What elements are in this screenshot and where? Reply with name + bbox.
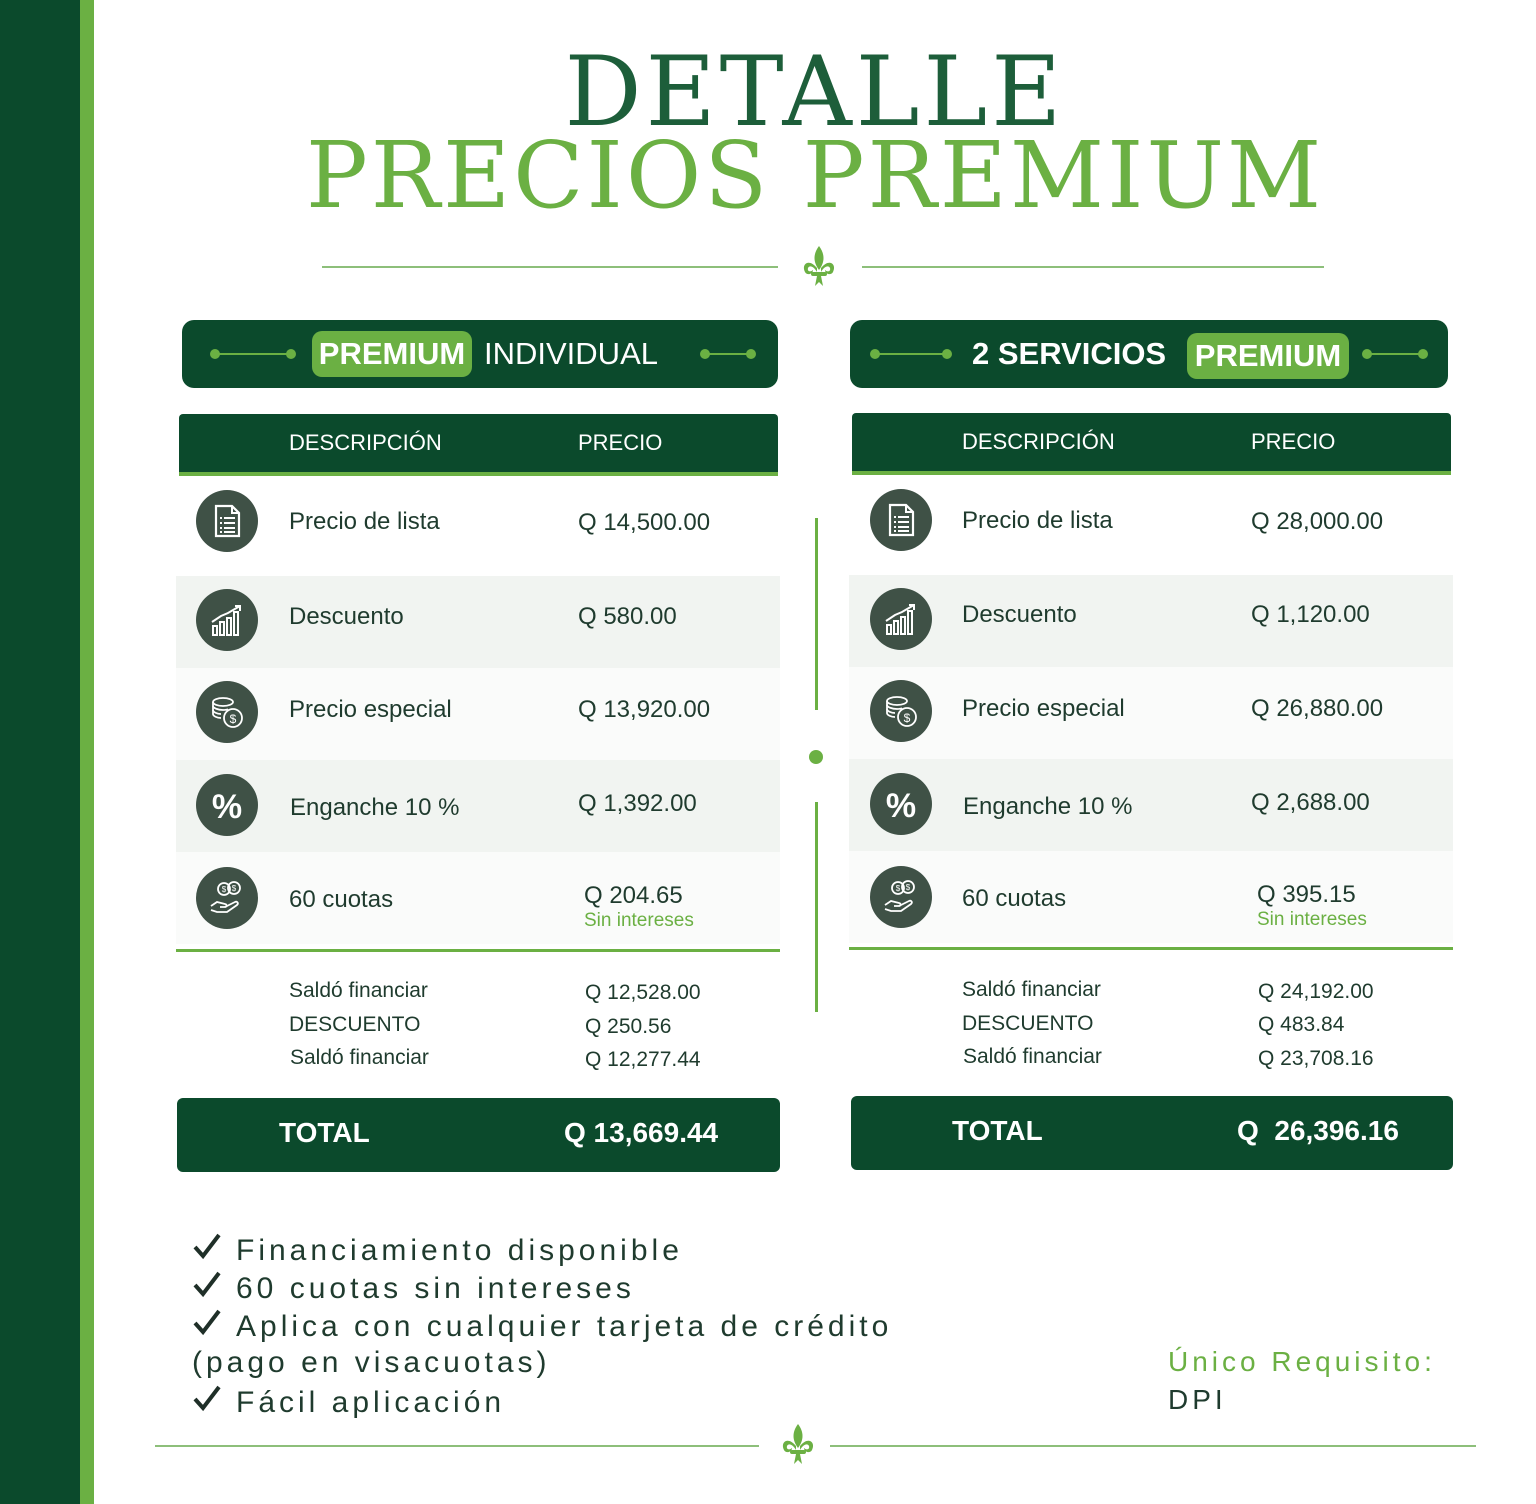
summary-value: Q 12,277.44 — [585, 1048, 701, 1071]
summary-divider — [176, 949, 780, 952]
fleur-de-lis-icon — [797, 244, 841, 288]
row-description: Enganche 10 % — [290, 794, 460, 821]
row-price: Q 395.15 — [1257, 881, 1356, 908]
document-list-icon — [870, 489, 932, 551]
feature-item — [192, 1232, 683, 1268]
row-price: Q 1,120.00 — [1251, 601, 1370, 628]
center-divider-top — [815, 518, 818, 710]
header-connector-dot — [1418, 349, 1428, 359]
header-connector-dot — [286, 349, 296, 359]
svg-text:$: $ — [231, 884, 237, 893]
row-description: Precio especial — [962, 695, 1125, 722]
premium-pill: PREMIUM — [312, 331, 472, 377]
side-bar-light — [80, 0, 94, 1504]
interest-note: Sin intereses — [584, 910, 694, 931]
table-row — [176, 852, 780, 944]
header-connector — [215, 353, 291, 355]
feature-text: Aplica con cualquier tarjeta de crédito — [236, 1310, 893, 1343]
feature-text: (pago en visacuotas) — [192, 1346, 551, 1379]
requirement-label: Único Requisito: — [1168, 1346, 1436, 1377]
ornament-line-right — [830, 1445, 1476, 1447]
summary-label: Saldó financiar — [963, 1045, 1102, 1068]
feature-item — [192, 1308, 892, 1344]
total-value: Q 13,669.44 — [564, 1117, 719, 1148]
svg-text:$: $ — [229, 712, 237, 726]
row-description: Precio de lista — [289, 508, 440, 535]
svg-text:%: % — [885, 787, 917, 822]
feature-text: Fácil aplicación — [236, 1386, 506, 1419]
document-list-icon — [196, 490, 258, 552]
summary-divider — [849, 947, 1453, 950]
row-description: 60 cuotas — [962, 885, 1067, 912]
row-price: Q 204.65 — [584, 882, 683, 909]
table-row — [849, 475, 1453, 567]
row-description: Precio especial — [289, 696, 452, 723]
svg-text:$: $ — [221, 885, 227, 894]
card-header-individual — [182, 320, 778, 388]
header-connector-dot — [746, 349, 756, 359]
center-divider-bottom — [815, 802, 818, 1012]
total-bar — [177, 1098, 780, 1172]
summary-label: Saldó financiar — [289, 979, 428, 1002]
ornament-line-left — [322, 266, 778, 268]
summary-label: Saldó financiar — [290, 1046, 429, 1069]
percent-icon — [870, 773, 932, 835]
title-line-1: DETALLE — [564, 36, 1066, 148]
coins-icon — [870, 680, 932, 742]
header-connector-dot — [942, 349, 952, 359]
total-bar — [851, 1096, 1453, 1170]
center-divider-dot — [809, 750, 823, 764]
bar-chart-icon — [196, 589, 258, 651]
summary-label: DESCUENTO — [962, 1012, 1094, 1035]
column-header-description: DESCRIPCIÓN — [962, 429, 1115, 454]
svg-text:$: $ — [903, 711, 911, 725]
table-row — [849, 759, 1453, 851]
coins-icon — [196, 681, 258, 743]
summary-label: Saldó financiar — [962, 978, 1101, 1001]
checkmark-icon — [192, 1384, 222, 1412]
svg-text:$: $ — [905, 883, 911, 892]
interest-note: Sin intereses — [1257, 909, 1367, 930]
svg-text:%: % — [211, 788, 243, 823]
column-header-description: DESCRIPCIÓN — [289, 430, 442, 455]
table-row — [849, 667, 1453, 759]
checkmark-icon — [192, 1232, 222, 1260]
percent-icon — [196, 774, 258, 836]
table-row — [176, 576, 780, 668]
header-title: 2 SERVICIOS — [972, 336, 1167, 371]
feature-item — [192, 1270, 635, 1306]
checkmark-icon — [192, 1270, 222, 1298]
premium-pill: PREMIUM — [1187, 333, 1349, 379]
row-price: Q 13,920.00 — [578, 696, 711, 723]
hand-coins-icon — [196, 867, 258, 929]
checkmark-icon — [192, 1308, 222, 1336]
row-price: Q 2,688.00 — [1251, 789, 1370, 816]
hand-coins-icon — [870, 866, 932, 928]
row-description: Precio de lista — [962, 507, 1113, 534]
table-row — [849, 575, 1453, 667]
row-description: Descuento — [289, 603, 404, 630]
total-value: Q 26,396.16 — [1237, 1115, 1399, 1146]
feature-item-continued — [192, 1346, 551, 1380]
total-label: TOTAL — [952, 1115, 1043, 1146]
row-price: Q 1,392.00 — [578, 790, 697, 817]
feature-text: 60 cuotas sin intereses — [236, 1272, 635, 1305]
table-header — [179, 414, 778, 476]
requirement-value: DPI — [1168, 1384, 1227, 1415]
row-description: Descuento — [962, 601, 1077, 628]
side-bar-dark — [0, 0, 80, 1504]
table-row — [176, 668, 780, 760]
row-price: Q 28,000.00 — [1251, 508, 1384, 535]
card-header-two-services — [850, 320, 1448, 388]
header-connector — [705, 353, 751, 355]
summary-value: Q 12,528.00 — [585, 981, 701, 1004]
column-header-price: PRECIO — [1251, 429, 1336, 454]
row-description: Enganche 10 % — [963, 793, 1133, 820]
table-row — [176, 760, 780, 852]
row-price: Q 14,500.00 — [578, 509, 711, 536]
table-row — [849, 851, 1453, 943]
summary-value: Q 24,192.00 — [1258, 980, 1374, 1003]
bar-chart-icon — [870, 588, 932, 650]
header-connector — [875, 353, 947, 355]
row-description: 60 cuotas — [289, 886, 394, 913]
feature-item — [192, 1384, 505, 1420]
row-price: Q 26,880.00 — [1251, 695, 1384, 722]
header-connector — [1367, 353, 1423, 355]
row-price: Q 580.00 — [578, 603, 677, 630]
summary-label: DESCUENTO — [289, 1013, 421, 1036]
summary-value: Q 483.84 — [1258, 1013, 1345, 1036]
fleur-de-lis-icon — [776, 1422, 820, 1466]
feature-text: Financiamiento disponible — [236, 1234, 683, 1267]
column-header-price: PRECIO — [578, 430, 663, 455]
total-label: TOTAL — [279, 1117, 370, 1148]
table-row — [176, 476, 780, 568]
ornament-line-left — [155, 1445, 759, 1447]
svg-text:$: $ — [895, 884, 901, 893]
table-header — [852, 413, 1451, 475]
header-title: INDIVIDUAL — [484, 336, 658, 371]
summary-value: Q 250.56 — [585, 1015, 672, 1038]
summary-value: Q 23,708.16 — [1258, 1047, 1374, 1070]
title-line-2: PRECIOS PREMIUM — [305, 122, 1325, 229]
ornament-line-right — [862, 266, 1324, 268]
